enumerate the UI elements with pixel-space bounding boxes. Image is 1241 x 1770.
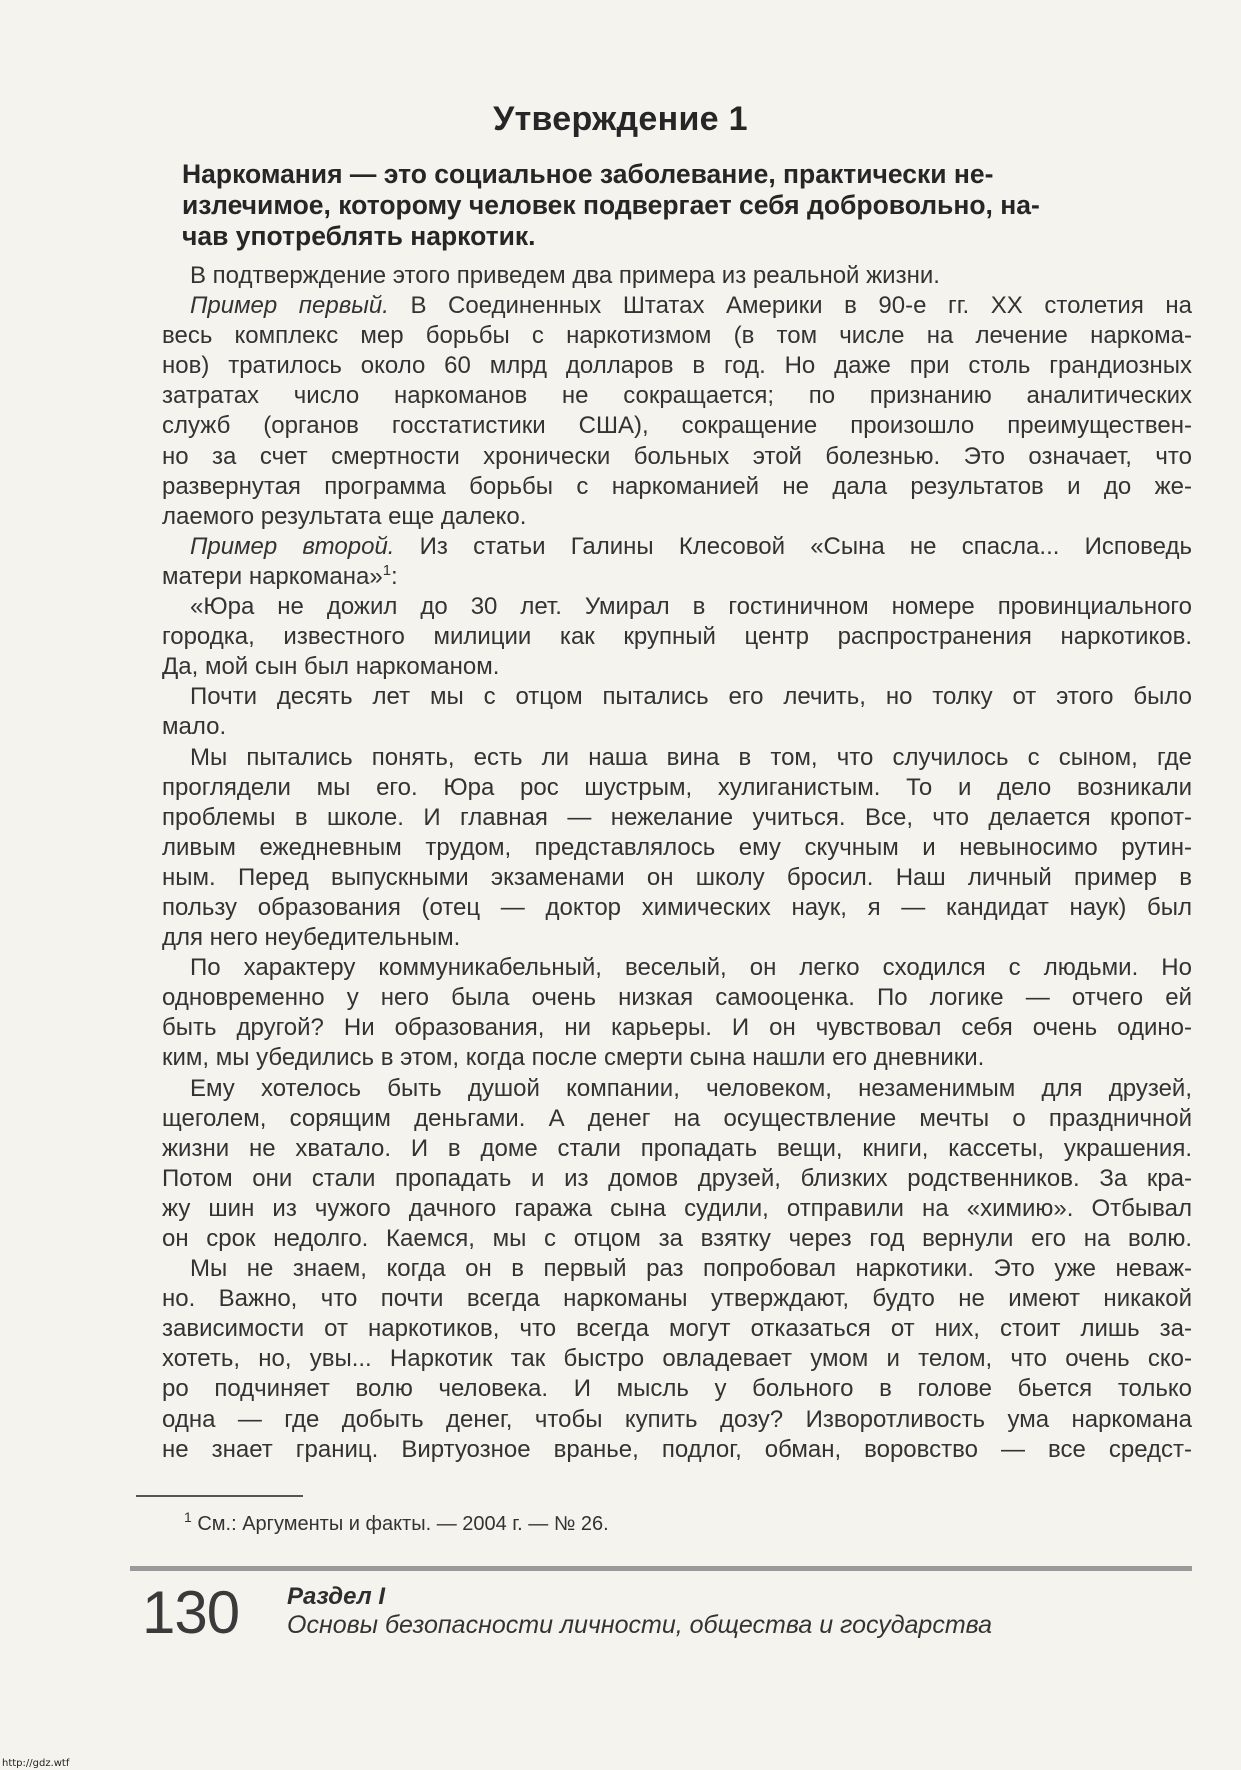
text-line: одна — где добыть денег, чтобы купить дозу? Изворотливость ума наркомана — [162, 1405, 1192, 1433]
text-line: мало. — [162, 713, 227, 741]
text-line: Ему хотелось быть душой компании, человеком, незаменимым для друзей, — [190, 1074, 1192, 1102]
page-title: Утверждение 1 — [493, 100, 748, 138]
page-number: 130 — [142, 1579, 240, 1646]
footnote-text: См.: Аргументы и факты. — 2004 г. — № 26. — [191, 1513, 609, 1535]
text-line: одновременно у него была очень низкая самооценка. По логике — отчего ей — [162, 984, 1192, 1012]
text-line: он срок недолго. Каемся, мы с отцом за взятку через год вернули его на волю. — [162, 1225, 1192, 1252]
text-line: матери наркомана»$^1$: — [162, 561, 398, 590]
text-line: ким, мы убедились в этом, когда после смерти сына нашли его дневники. — [162, 1044, 985, 1072]
text-line: щеголем, сорящим деньгами. А денег на осуществление мечты о праздничной — [162, 1104, 1192, 1132]
example-label: Пример первый. — [190, 292, 389, 320]
text-line: пользу образования (отец — доктор химических наук, я — кандидат наук) был — [162, 893, 1192, 921]
statement-line: Наркомания — это социальное заболевание, практически не- — [182, 159, 994, 189]
text-line: быть другой? Ни образования, ни карьеры. И он чувствовал себя очень одино- — [162, 1014, 1192, 1042]
text-line: служб (органов госстатистики США), сокращение произошло преимуществен- — [162, 412, 1192, 440]
body-text — [162, 261, 1192, 1465]
text-line: жу шин из чужого дачного гаража сына судили, отправили на «химию». Отбывал — [162, 1194, 1192, 1222]
text-line: проглядели мы его. Юра рос шустрым, хулиганистым. То и дело возникали — [162, 773, 1192, 801]
text-line: Пример второй. Из статьи Галины Клесовой «Сына не спасла... Исповедь — [190, 532, 1192, 560]
text-line: хотеть, но, увы... Наркотик так быстро овладевает умом и телом, что очень ско- — [162, 1345, 1192, 1373]
footnote-marker: 1 — [184, 1509, 192, 1525]
footnote — [184, 1509, 609, 1536]
text-line: проблемы в школе. И главная — нежелание учиться. Все, что делается кропот- — [162, 803, 1192, 831]
text-line: «Юра не дожил до 30 лет. Умирал в гостиничном номере провинциального — [190, 593, 1192, 621]
statement-line: излечимое, которому человек подвергает себя добровольно, на- — [182, 190, 1040, 220]
section-title: Основы безопасности личности, общества и государства — [287, 1611, 993, 1639]
section-label: Раздел I — [287, 1583, 386, 1610]
text-line: Пример первый. В Соединенных Штатах Америки в 90-е гг. ХХ столетия на — [190, 292, 1192, 320]
text-line: нов) тратилось около 60 млрд долларов в год. Но даже при столь грандиозных — [162, 352, 1192, 380]
text-line: зависимости от наркотиков, что всегда могут отказаться от них, стоит лишь за- — [162, 1315, 1192, 1343]
text-line: но за счет смертности хронически больных этой болезнью. Это означает, что — [162, 442, 1192, 470]
text-line: городка, известного милиции как крупный центр распространения наркотиков. — [162, 623, 1192, 651]
footnote-ref: 1 — [382, 561, 392, 579]
text-line: ро подчиняет волю человека. И мысль у больного в голове бьется только — [162, 1375, 1192, 1403]
text-line: Мы пытались понять, есть ли наша вина в том, что случилось с сыном, где — [190, 743, 1192, 771]
text-line: весь комплекс мер борьбы с наркотизмом (в том числе на лечение наркома- — [162, 322, 1192, 350]
text-line: Почти десять лет мы с отцом пытались его лечить, но толку от этого было — [190, 683, 1192, 711]
text-line: для него неубедительным. — [162, 924, 461, 952]
text-line: ливым ежедневным трудом, представлялось ему скучным и невыносимо рутин- — [162, 833, 1192, 861]
text-line: В подтверждение этого приведем два примера из реальной жизни. — [190, 262, 940, 289]
text-line: По характеру коммуникабельный, веселый, он легко сходился с людьми. Но — [190, 954, 1192, 982]
text-line: лаемого результата еще далеко. — [162, 502, 527, 530]
footnote-divider — [136, 1495, 303, 1497]
text-line: ным. Перед выпускными экзаменами он школу бросил. Наш личный пример в — [162, 863, 1192, 891]
statement-line: чав употреблять наркотик. — [182, 221, 536, 251]
statement-block — [182, 159, 1192, 252]
text-line: Потом они стали пропадать и из домов друзей, близких родственников. За кра- — [162, 1164, 1192, 1192]
text-line: затратах число наркоманов не сокращается; по признанию аналитических — [162, 382, 1192, 410]
text-line: развернутая программа борьбы с наркоманией не дала результатов и до же- — [162, 472, 1192, 500]
footer-divider — [130, 1566, 1192, 1571]
text-line: Да, мой сын был наркоманом. — [162, 653, 500, 681]
example-label: Пример второй. — [190, 532, 395, 560]
text-line: Мы не знаем, когда он в первый раз попробовал наркотики. Это уже неваж- — [190, 1255, 1192, 1283]
text-line: жизни не хватало. И в доме стали пропадать вещи, книги, кассеты, украшения. — [162, 1134, 1192, 1162]
watermark-link[interactable]: http://gdz.wtf — [2, 1758, 70, 1769]
text-line: но. Важно, что почти всегда наркоманы утверждают, будто не имеют никакой — [162, 1285, 1192, 1313]
text-line: не знает границ. Виртуозное вранье, подлог, обман, воровство — все средст- — [162, 1435, 1192, 1463]
